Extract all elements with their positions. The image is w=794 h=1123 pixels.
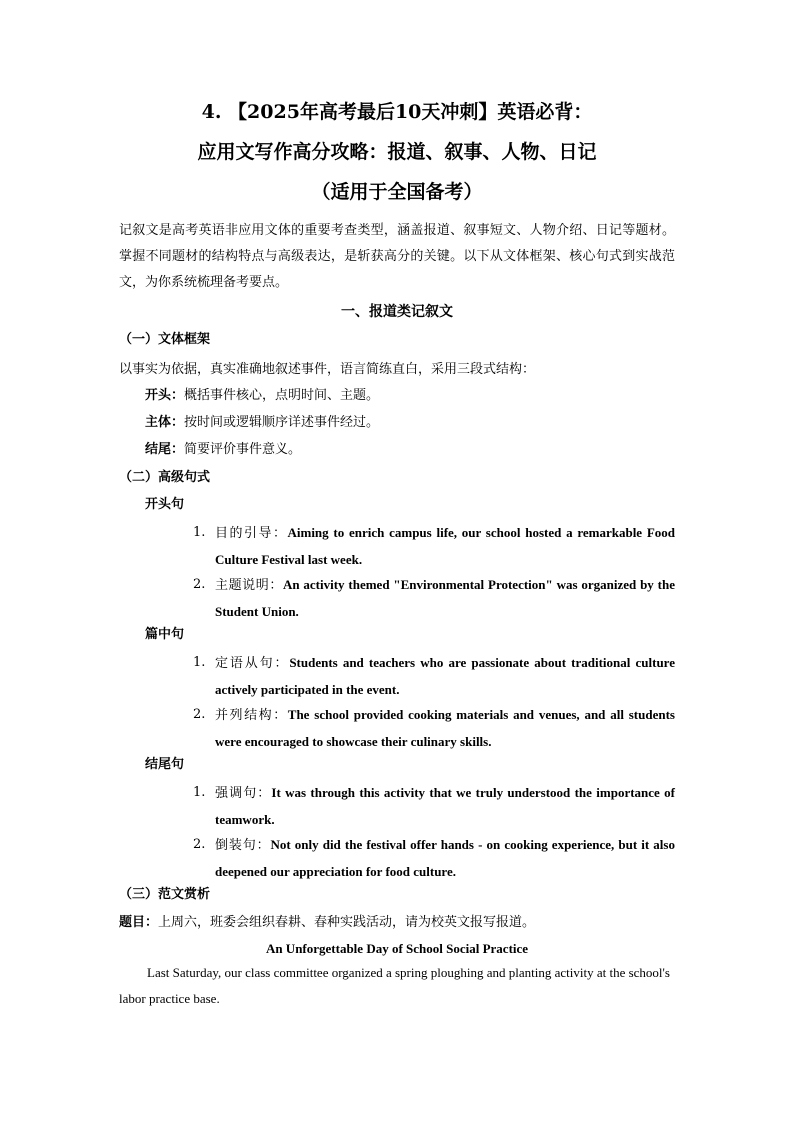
- item-number: 2.: [193, 837, 206, 852]
- item-label: 主题说明：: [215, 578, 283, 593]
- section-heading: 一、报道类记叙文: [341, 304, 453, 320]
- item-label: 定语从句：: [215, 656, 290, 671]
- part-text: 简要评价事件意义。: [184, 442, 302, 457]
- item-label: 并列结构：: [215, 708, 288, 723]
- item-number: 1.: [193, 525, 206, 540]
- item-label: 目的引导：: [215, 526, 288, 541]
- topic-text: 上周六，班委会组织春耕、春种实践活动，请为校英文报写报道。: [158, 915, 536, 930]
- topic-label: 题目：: [119, 915, 159, 930]
- item-number: 2.: [193, 577, 206, 592]
- item-text: The school provided cooking materials and venues, and all students were encouraged to showcase their culinary skills.: [215, 707, 675, 749]
- intro-paragraph: 记叙文是高考英语非应用文体的重要考查类型，涵盖报道、叙事短文、人物介绍、日记等题材。掌握不同题材的结构特点与高级表达，是斩获高分的关键。以下从文体框架、核心句式到实战范文，为你系统梳理备考要点。: [119, 223, 675, 290]
- sentence-item: [193, 520, 675, 572]
- title-line-3: （适用于全国备考）: [311, 181, 483, 203]
- sentence-item: [193, 650, 675, 702]
- framework-part-ending: [145, 437, 301, 463]
- part-text: 概括事件核心，点明时间、主题。: [184, 388, 380, 403]
- item-number: 1.: [193, 655, 206, 670]
- framework-part-body: [145, 410, 379, 436]
- item-label: 强调句：: [215, 786, 272, 801]
- sample-topic: [119, 910, 535, 936]
- sentence-item: [193, 780, 675, 832]
- item-text: Students and teachers who are passionate about traditional culture actively participated in the event.: [215, 655, 675, 697]
- part-label: 主体：: [145, 415, 185, 430]
- title-line-1: 4. 【2025年高考最后10天冲刺】英语必背：: [201, 101, 593, 123]
- framework-heading: （一）文体框架: [119, 332, 211, 347]
- essay-title: An Unforgettable Day of School Social Practice: [265, 941, 529, 956]
- item-number: 2.: [193, 707, 206, 722]
- item-label: 倒装句：: [215, 838, 271, 853]
- title-line-2: 应用文写作高分攻略：报道、叙事、人物、日记: [197, 141, 597, 163]
- sentence-item: [193, 702, 675, 754]
- group-title-opening: 开头句: [145, 497, 185, 512]
- sentence-item: [193, 832, 675, 884]
- item-text: It was through this activity that we truly understood the importance of teamwork.: [215, 785, 675, 827]
- sentences-heading: （二）高级句式: [119, 470, 211, 485]
- framework-part-opening: [145, 383, 379, 409]
- essay-paragraph: Last Saturday, our class committee organized a spring ploughing and planting activity at the school's labor practice base.: [119, 965, 670, 1006]
- sentence-item: [193, 572, 675, 624]
- sample-heading: （三）范文赏析: [119, 887, 211, 902]
- item-text: Aiming to enrich campus life, our school hosted a remarkable Food Culture Festival last week.: [215, 525, 675, 567]
- part-label: 结尾：: [145, 442, 185, 457]
- item-number: 1.: [193, 785, 206, 800]
- group-title-middle: 篇中句: [145, 627, 185, 642]
- item-text: An activity themed "Environmental Protection" was organized by the Student Union.: [215, 577, 675, 619]
- part-text: 按时间或逻辑顺序详述事件经过。: [184, 415, 380, 430]
- framework-description: 以事实为依据，真实准确地叙述事件，语言简练直白，采用三段式结构：: [119, 362, 536, 377]
- item-text: Not only did the festival offer hands - on cooking experience, but it also deepened our appreciation for food culture.: [215, 837, 675, 879]
- part-label: 开头：: [145, 388, 185, 403]
- group-title-ending: 结尾句: [145, 757, 185, 772]
